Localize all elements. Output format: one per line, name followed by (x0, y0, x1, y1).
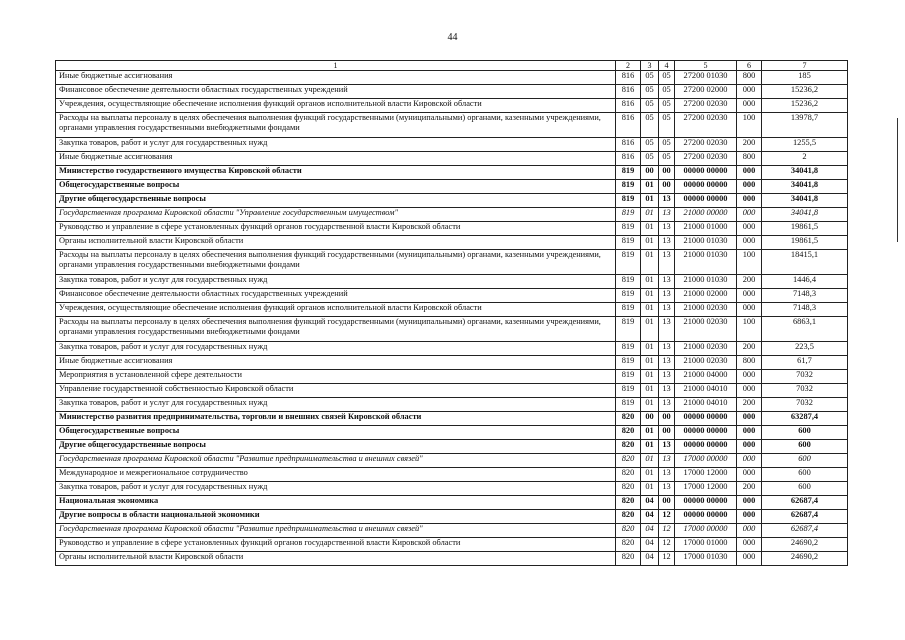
expense-type-cell: 000 (737, 510, 762, 524)
section-cell: 00 (641, 166, 659, 180)
subsection-cell: 05 (659, 113, 675, 138)
expense-type-cell: 200 (737, 342, 762, 356)
table-row (56, 468, 848, 482)
table-row (56, 194, 848, 208)
target-article-cell: 21000 04000 (675, 370, 737, 384)
table-row (56, 289, 848, 303)
subsection-cell: 13 (659, 482, 675, 496)
row-name-cell: Иные бюджетные ассигнования (56, 152, 616, 166)
amount-cell: 7032 (762, 384, 848, 398)
row-name-cell: Органы исполнительной власти Кировской области (56, 236, 616, 250)
expense-type-cell: 000 (737, 99, 762, 113)
table-row (56, 538, 848, 552)
table-row (56, 113, 848, 138)
expense-type-cell: 100 (737, 113, 762, 138)
expense-type-cell: 000 (737, 412, 762, 426)
target-article-cell: 21000 01030 (675, 236, 737, 250)
budget-table (55, 60, 848, 566)
ministry-code-cell: 820 (616, 440, 641, 454)
amount-cell: 1255,5 (762, 138, 848, 152)
section-cell: 01 (641, 275, 659, 289)
column-header: 7 (762, 61, 848, 71)
row-name-cell: Другие вопросы в области национальной экономики (56, 510, 616, 524)
section-cell: 01 (641, 236, 659, 250)
amount-cell: 223,5 (762, 342, 848, 356)
target-article-cell: 21000 04010 (675, 384, 737, 398)
table-row (56, 454, 848, 468)
table-row (56, 275, 848, 289)
subsection-cell: 12 (659, 552, 675, 566)
amount-cell: 15236,2 (762, 99, 848, 113)
expense-type-cell: 000 (737, 426, 762, 440)
ministry-code-cell: 820 (616, 412, 641, 426)
expense-type-cell: 800 (737, 71, 762, 85)
section-cell: 01 (641, 180, 659, 194)
row-name-cell: Закупка товаров, работ и услуг для государственных нужд (56, 342, 616, 356)
expense-type-cell: 000 (737, 552, 762, 566)
target-article-cell: 21000 01030 (675, 250, 737, 275)
expense-type-cell: 200 (737, 398, 762, 412)
amount-cell: 7148,3 (762, 289, 848, 303)
target-article-cell: 27200 02030 (675, 152, 737, 166)
table-row (56, 398, 848, 412)
table-row (56, 71, 848, 85)
amount-cell: 600 (762, 454, 848, 468)
subsection-cell: 13 (659, 222, 675, 236)
row-name-cell: Управление государственной собственностью Кировской области (56, 384, 616, 398)
ministry-code-cell: 820 (616, 426, 641, 440)
amount-cell: 63287,4 (762, 412, 848, 426)
table-row (56, 222, 848, 236)
ministry-code-cell: 819 (616, 342, 641, 356)
target-article-cell: 17000 00000 (675, 524, 737, 538)
ministry-code-cell: 820 (616, 496, 641, 510)
ministry-code-cell: 819 (616, 236, 641, 250)
column-header: 6 (737, 61, 762, 71)
ministry-code-cell: 816 (616, 138, 641, 152)
target-article-cell: 17000 00000 (675, 454, 737, 468)
expense-type-cell: 000 (737, 236, 762, 250)
target-article-cell: 00000 00000 (675, 180, 737, 194)
subsection-cell: 00 (659, 180, 675, 194)
ministry-code-cell: 820 (616, 552, 641, 566)
row-name-cell: Органы исполнительной власти Кировской области (56, 552, 616, 566)
amount-cell: 1446,4 (762, 275, 848, 289)
ministry-code-cell: 819 (616, 180, 641, 194)
expense-type-cell: 000 (737, 180, 762, 194)
target-article-cell: 17000 01000 (675, 538, 737, 552)
row-name-cell: Другие общегосударственные вопросы (56, 440, 616, 454)
amount-cell: 24690,2 (762, 538, 848, 552)
subsection-cell: 13 (659, 398, 675, 412)
amount-cell: 62687,4 (762, 510, 848, 524)
amount-cell: 7032 (762, 398, 848, 412)
section-cell: 00 (641, 412, 659, 426)
row-name-cell: Руководство и управление в сфере установленных функций органов государственной власти Кировской области (56, 538, 616, 552)
expense-type-cell: 100 (737, 250, 762, 275)
table-row (56, 552, 848, 566)
table-row (56, 342, 848, 356)
table-row (56, 384, 848, 398)
amount-cell: 61,7 (762, 356, 848, 370)
target-article-cell: 21000 00000 (675, 208, 737, 222)
row-name-cell: Государственная программа Кировской области "Развитие предпринимательства и внешних связей" (56, 454, 616, 468)
ministry-code-cell: 819 (616, 303, 641, 317)
target-article-cell: 27200 02030 (675, 138, 737, 152)
target-article-cell: 21000 01030 (675, 275, 737, 289)
amount-cell: 7032 (762, 370, 848, 384)
column-header: 1 (56, 61, 616, 71)
section-cell: 05 (641, 99, 659, 113)
row-name-cell: Расходы на выплаты персоналу в целях обеспечения выполнения функций государственными (муниципальными) органами, казенными учреждениями, органами управления государственными внебюджетными фондами (56, 317, 616, 342)
expense-type-cell: 100 (737, 317, 762, 342)
target-article-cell: 00000 00000 (675, 166, 737, 180)
row-name-cell: Иные бюджетные ассигнования (56, 356, 616, 370)
row-name-cell: Министерство государственного имущества Кировской области (56, 166, 616, 180)
table-row (56, 510, 848, 524)
amount-cell: 34041,8 (762, 194, 848, 208)
section-cell: 01 (641, 303, 659, 317)
section-cell: 05 (641, 71, 659, 85)
amount-cell: 34041,8 (762, 166, 848, 180)
section-cell: 05 (641, 113, 659, 138)
subsection-cell: 13 (659, 384, 675, 398)
section-cell: 01 (641, 289, 659, 303)
target-article-cell: 21000 04010 (675, 398, 737, 412)
subsection-cell: 13 (659, 194, 675, 208)
section-cell: 01 (641, 398, 659, 412)
expense-type-cell: 000 (737, 208, 762, 222)
section-cell: 01 (641, 222, 659, 236)
subsection-cell: 13 (659, 250, 675, 275)
row-name-cell: Общегосударственные вопросы (56, 426, 616, 440)
ministry-code-cell: 820 (616, 538, 641, 552)
table-row (56, 236, 848, 250)
page-number: 44 (447, 32, 458, 43)
subsection-cell: 05 (659, 71, 675, 85)
column-header: 4 (659, 61, 675, 71)
ministry-code-cell: 820 (616, 510, 641, 524)
row-name-cell: Закупка товаров, работ и услуг для государственных нужд (56, 275, 616, 289)
amount-cell: 62687,4 (762, 524, 848, 538)
subsection-cell: 13 (659, 236, 675, 250)
subsection-cell: 05 (659, 152, 675, 166)
table-row (56, 303, 848, 317)
table-row (56, 317, 848, 342)
subsection-cell: 13 (659, 289, 675, 303)
amount-cell: 19861,5 (762, 236, 848, 250)
target-article-cell: 27200 02030 (675, 99, 737, 113)
section-cell: 04 (641, 538, 659, 552)
subsection-cell: 00 (659, 412, 675, 426)
subsection-cell: 13 (659, 275, 675, 289)
target-article-cell: 00000 00000 (675, 440, 737, 454)
expense-type-cell: 000 (737, 384, 762, 398)
section-cell: 01 (641, 454, 659, 468)
table-row (56, 208, 848, 222)
amount-cell: 600 (762, 426, 848, 440)
row-name-cell: Иные бюджетные ассигнования (56, 71, 616, 85)
expense-type-cell: 000 (737, 524, 762, 538)
target-article-cell: 17000 12000 (675, 482, 737, 496)
ministry-code-cell: 819 (616, 398, 641, 412)
ministry-code-cell: 820 (616, 468, 641, 482)
subsection-cell: 13 (659, 440, 675, 454)
target-article-cell: 21000 02030 (675, 356, 737, 370)
expense-type-cell: 800 (737, 356, 762, 370)
subsection-cell: 13 (659, 208, 675, 222)
row-name-cell: Государственная программа Кировской области "Развитие предпринимательства и внешних связей" (56, 524, 616, 538)
target-article-cell: 17000 12000 (675, 468, 737, 482)
amount-cell: 34041,8 (762, 208, 848, 222)
ministry-code-cell: 819 (616, 317, 641, 342)
target-article-cell: 27200 02000 (675, 85, 737, 99)
row-name-cell: Учреждения, осуществляющие обеспечение исполнения функций органов исполнительной власти Кировской области (56, 99, 616, 113)
expense-type-cell: 000 (737, 440, 762, 454)
ministry-code-cell: 819 (616, 289, 641, 303)
ministry-code-cell: 816 (616, 152, 641, 166)
section-cell: 04 (641, 552, 659, 566)
subsection-cell: 13 (659, 370, 675, 384)
subsection-cell: 00 (659, 166, 675, 180)
row-name-cell: Закупка товаров, работ и услуг для государственных нужд (56, 482, 616, 496)
table-row (56, 180, 848, 194)
row-name-cell: Общегосударственные вопросы (56, 180, 616, 194)
table-row (56, 370, 848, 384)
amount-cell: 600 (762, 468, 848, 482)
expense-type-cell: 000 (737, 538, 762, 552)
amount-cell: 185 (762, 71, 848, 85)
row-name-cell: Министерство развития предпринимательства, торговли и внешних связей Кировской области (56, 412, 616, 426)
row-name-cell: Расходы на выплаты персоналу в целях обеспечения выполнения функций государственными (муниципальными) органами, казенными учреждениями, органами управления государственными внебюджетными фондами (56, 113, 616, 138)
column-header: 3 (641, 61, 659, 71)
subsection-cell: 12 (659, 538, 675, 552)
target-article-cell: 21000 02000 (675, 289, 737, 303)
target-article-cell: 00000 00000 (675, 496, 737, 510)
section-cell: 04 (641, 510, 659, 524)
row-name-cell: Национальная экономика (56, 496, 616, 510)
ministry-code-cell: 816 (616, 99, 641, 113)
section-cell: 01 (641, 317, 659, 342)
ministry-code-cell: 816 (616, 85, 641, 99)
amount-cell: 7148,3 (762, 303, 848, 317)
row-name-cell: Учреждения, осуществляющие обеспечение исполнения функций органов исполнительной власти Кировской области (56, 303, 616, 317)
section-cell: 01 (641, 194, 659, 208)
section-cell: 01 (641, 468, 659, 482)
expense-type-cell: 000 (737, 468, 762, 482)
target-article-cell: 21000 02030 (675, 303, 737, 317)
subsection-cell: 13 (659, 317, 675, 342)
ministry-code-cell: 819 (616, 275, 641, 289)
expense-type-cell: 000 (737, 166, 762, 180)
ministry-code-cell: 819 (616, 370, 641, 384)
ministry-code-cell: 819 (616, 250, 641, 275)
section-cell: 01 (641, 208, 659, 222)
row-name-cell: Государственная программа Кировской области "Управление государственным имуществом" (56, 208, 616, 222)
target-article-cell: 21000 02030 (675, 317, 737, 342)
section-cell: 04 (641, 496, 659, 510)
section-cell: 01 (641, 370, 659, 384)
row-name-cell: Мероприятия в установленной сфере деятельности (56, 370, 616, 384)
ministry-code-cell: 820 (616, 482, 641, 496)
section-cell: 01 (641, 482, 659, 496)
expense-type-cell: 000 (737, 454, 762, 468)
ministry-code-cell: 816 (616, 71, 641, 85)
section-cell: 05 (641, 138, 659, 152)
column-header: 2 (616, 61, 641, 71)
table-row (56, 426, 848, 440)
row-name-cell: Закупка товаров, работ и услуг для государственных нужд (56, 398, 616, 412)
expense-type-cell: 800 (737, 152, 762, 166)
ministry-code-cell: 816 (616, 113, 641, 138)
expense-type-cell: 000 (737, 222, 762, 236)
ministry-code-cell: 819 (616, 356, 641, 370)
row-name-cell: Другие общегосударственные вопросы (56, 194, 616, 208)
expense-type-cell: 000 (737, 85, 762, 99)
expense-type-cell: 000 (737, 496, 762, 510)
amount-cell: 2 (762, 152, 848, 166)
subsection-cell: 13 (659, 454, 675, 468)
ministry-code-cell: 819 (616, 222, 641, 236)
table-row (56, 412, 848, 426)
table-row (56, 166, 848, 180)
table-row (56, 482, 848, 496)
target-article-cell: 27200 02030 (675, 113, 737, 138)
amount-cell: 13978,7 (762, 113, 848, 138)
expense-type-cell: 000 (737, 370, 762, 384)
target-article-cell: 21000 02030 (675, 342, 737, 356)
table-row (56, 99, 848, 113)
row-name-cell: Финансовое обеспечение деятельности областных государственных учреждений (56, 85, 616, 99)
expense-type-cell: 200 (737, 275, 762, 289)
subsection-cell: 05 (659, 99, 675, 113)
expense-type-cell: 000 (737, 194, 762, 208)
expense-type-cell: 000 (737, 303, 762, 317)
target-article-cell: 00000 00000 (675, 412, 737, 426)
section-cell: 01 (641, 440, 659, 454)
subsection-cell: 00 (659, 426, 675, 440)
target-article-cell: 00000 00000 (675, 510, 737, 524)
section-cell: 05 (641, 85, 659, 99)
table-row (56, 496, 848, 510)
ministry-code-cell: 820 (616, 454, 641, 468)
amount-cell: 34041,8 (762, 180, 848, 194)
expense-type-cell: 000 (737, 289, 762, 303)
subsection-cell: 13 (659, 356, 675, 370)
column-header: 5 (675, 61, 737, 71)
amount-cell: 19861,5 (762, 222, 848, 236)
target-article-cell: 27200 01030 (675, 71, 737, 85)
table-row (56, 250, 848, 275)
row-name-cell: Закупка товаров, работ и услуг для государственных нужд (56, 138, 616, 152)
row-name-cell: Финансовое обеспечение деятельности областных государственных учреждений (56, 289, 616, 303)
section-cell: 01 (641, 342, 659, 356)
table-row (56, 152, 848, 166)
expense-type-cell: 200 (737, 482, 762, 496)
amount-cell: 600 (762, 440, 848, 454)
ministry-code-cell: 819 (616, 384, 641, 398)
ministry-code-cell: 820 (616, 524, 641, 538)
row-name-cell: Расходы на выплаты персоналу в целях обеспечения выполнения функций государственными (муниципальными) органами, казенными учреждениями, органами управления государственными внебюджетными фондами (56, 250, 616, 275)
subsection-cell: 13 (659, 468, 675, 482)
expense-type-cell: 200 (737, 138, 762, 152)
target-article-cell: 21000 01000 (675, 222, 737, 236)
section-cell: 04 (641, 524, 659, 538)
table-row (56, 85, 848, 99)
subsection-cell: 12 (659, 524, 675, 538)
subsection-cell: 13 (659, 342, 675, 356)
section-cell: 05 (641, 152, 659, 166)
section-cell: 01 (641, 250, 659, 275)
amount-cell: 15236,2 (762, 85, 848, 99)
table-row (56, 524, 848, 538)
amount-cell: 62687,4 (762, 496, 848, 510)
row-name-cell: Руководство и управление в сфере установленных функций органов государственной власти Кировской области (56, 222, 616, 236)
ministry-code-cell: 819 (616, 166, 641, 180)
ministry-code-cell: 819 (616, 194, 641, 208)
subsection-cell: 05 (659, 138, 675, 152)
row-name-cell: Международное и межрегиональное сотрудничество (56, 468, 616, 482)
amount-cell: 600 (762, 482, 848, 496)
column-number-row (56, 61, 848, 71)
section-cell: 01 (641, 356, 659, 370)
subsection-cell: 12 (659, 510, 675, 524)
subsection-cell: 05 (659, 85, 675, 99)
target-article-cell: 17000 01030 (675, 552, 737, 566)
target-article-cell: 00000 00000 (675, 194, 737, 208)
scan-margin-line (897, 118, 898, 242)
section-cell: 01 (641, 426, 659, 440)
target-article-cell: 00000 00000 (675, 426, 737, 440)
amount-cell: 24690,2 (762, 552, 848, 566)
subsection-cell: 00 (659, 496, 675, 510)
subsection-cell: 13 (659, 303, 675, 317)
ministry-code-cell: 819 (616, 208, 641, 222)
table-row (56, 138, 848, 152)
table-row (56, 356, 848, 370)
amount-cell: 6863,1 (762, 317, 848, 342)
table-row (56, 440, 848, 454)
amount-cell: 18415,1 (762, 250, 848, 275)
section-cell: 01 (641, 384, 659, 398)
